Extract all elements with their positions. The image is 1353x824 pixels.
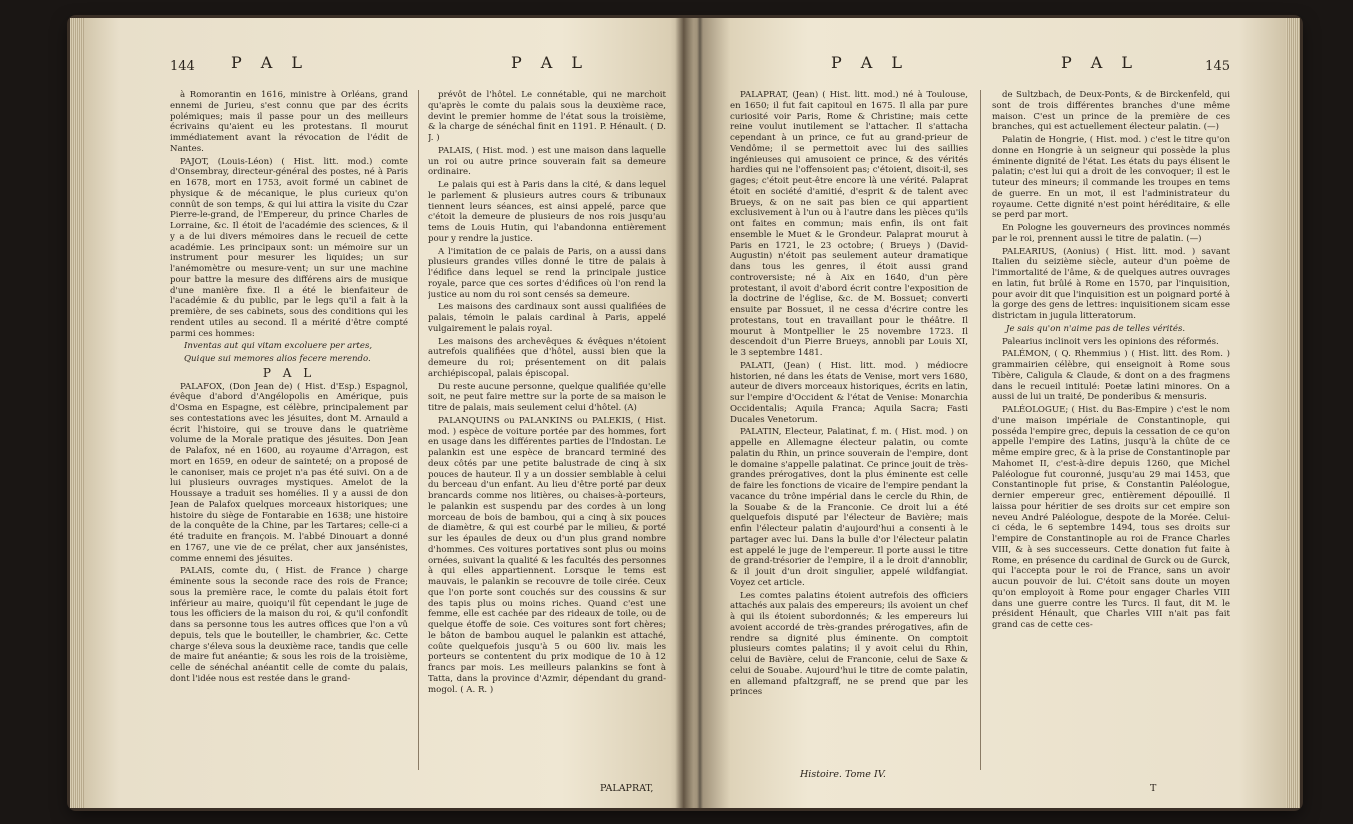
paragraph: Palatin de Hongrie, ( Hist. mod. ) c'est le titre qu'on donne en Hongrie à un seigneur qui possède la plus éminente dignité de l'état. Les états du pays élisent le palatin; c'est lui qui a droit de les convoquer; il est le tuteur des mineurs; il commande les troupes en tems de guerre. En un mot, il est l'administrateur du royaume. Cette dignité n'est point héréditaire, & elle se perd par mort. [992,135,1230,221]
left-page-edges [70,18,84,808]
paragraph: P A L [262,365,316,380]
catchword: T [1150,783,1157,794]
paragraph: Quique sui memores alios fecere merendo. [184,354,371,364]
paragraph: Les maisons des cardinaux sont aussi qualifiées de palais, témoin le palais cardinal à Paris, appelé vulgairement le palais royal. [428,302,666,334]
book-gutter [670,18,730,808]
paragraph: Les maisons des archevêques & évêques n'étoient autrefois qualifiées que d'hôtel, aussi bien que la demeure du roi; présentement on dit palais archiépiscopal, palais épiscopal. [428,336,666,379]
running-head-title: P A L [1060,53,1140,72]
paragraph: PALEARIUS, (Aonius) ( Hist. litt. mod. ) savant Italien du seizième siècle, auteur d'un poème de l'immortalité de l'âme, & de quelques autres ouvrages en latin, fut brûlé à Rome en 1570, par l'inquisition, pour avoir dit que l'inquisition est un poignard porté à la gorge des gens de lettres: inquisitionem sicam esse districtam in jugula litteratorum. [992,246,1230,321]
paragraph: PALATIN, Electeur, Palatinat, f. m. ( Hist. mod. ) on appelle en Allemagne électeur palatin, ou comte palatin du Rhin, un prince souverain de l'empire, dont le domaine s'appelle palatinat. Ce prince jouit de très-grandes prérogatives, dont la plus éminente est celle de faire les fonctions de vicaire de l'empire pendant la vacance du trône impérial dans le cercle du Rhin, de la Souabe & de la Franconie. Ce droit lui a été quelquefois disputé par l'électeur de Bavière; mais enfin l'électeur palatin d'aujourd'hui a consenti à le partager avec lui. Dans la bulle d'or l'électeur palatin est appelé le juge de l'empereur. Il porte aussi le titre de grand-trésorier de l'empire, il a le droit d'annoblir, & il jouit d'un droit singulier, appelé wildfangiat. Voyez cet article. [730,427,968,588]
paragraph: Inventas aut qui vitam excoluere per artes, [184,341,373,352]
paragraph: PALANQUINS ou PALANKINS ou PALEKIS, ( Hist. mod. ) espèce de voiture portée par des hommes, fort en usage dans les différentes parties de l'Indostan. Le palankin est une espèce de brancard terminé des deux côtés par une petite balustrade de cinq à six pouces de hauteur. Il y a un dossier semblable à celui du berceau d'un enfant. Au lieu d'être porté par deux brancards comme nos litières, ou chaises-à-porteurs, le palankin est suspendu par des cordes à un long morceau de bois de bambou, qui a cinq à six pouces de diamètre, & qui est courbé par le milieu, & porté sur les épaules de deux ou d'un plus grand nombre d'hommes. Ces voitures portatives sont plus ou moins ornées, suivant la qualité & les facultés des personnes à qui elles appartiennent. Lorsque le tems est mauvais, le palankin se recouvre de toile cirée. Ceux que l'on porte sont couchés sur des coussins & sur des tapis plus ou moins riches. Quand c'est une femme, elle est cachée par des rideaux de toile, ou de quelque étoffe de soie. Ces voitures sont fort chères; le bâton de bambou auquel le palankin est attaché, coûte quelquefois jusqu'à 5 ou 600 liv. mais les porteurs se contentent du prix modique de 10 à 12 francs par mois. Les meilleurs palankins se font à Tatta, dans la province d'Azmir, dépendant du grand-mogol. ( A. R. ) [428,415,666,695]
column-rule [418,90,419,770]
running-head-title: P A L [830,53,910,72]
right-page-edges [1286,18,1300,808]
paragraph: PALAIS, comte du, ( Hist. de France ) charge éminente sous la seconde race des rois de France; sous la première race, le comte du palais étoit fort inférieur au maire, quoiqu'il fût cependant le juge de tous les officiers de la maison du roi, & qu'il confondît dans sa personne tous les autres offices que l'on a vû depuis, tels que le bouteiller, le chambrier, &c. Cette charge s'éleva sous la deuxième race, tandis que celle de maire fut anéantie; & sous les rois de la troisième, celle de sénéchal anéantit celle de comte du palais, dont l'idée nous est restée dans le grand- [170,566,408,684]
paragraph: PALAFOX, (Don Jean de) ( Hist. d'Esp.) Espagnol, évêque d'abord d'Angélopolis en Amérique, puis d'Osma en Espagne, est célèbre, principalement par ses contestations avec les jésuites, dont M. Arnauld a écrit l'histoire, qui se trouve dans le quatrième volume de la Morale pratique des jésuites. Don Jean de Palafox, né en 1600, au royaume d'Arragon, est mort en 1659, en odeur de sainteté; on a proposé de le canoniser, mais ce projet n'a pas été suivi. On a de lui plusieurs ouvrages mystiques. Amelot de la Houssaye a traduit ses homélies. Il y a aussi de don Jean de Palafox quelques morceaux historiques; une histoire du siège de Fontarabie en 1638; une histoire de la conquête de la Chine, par les Tartares; celle-ci a été traduite en françois. M. l'abbé Dinouart a donné en 1767, une vie de ce prélat, cher aux jansénistes, comme ennemi des jésuites. [170,381,408,564]
running-head-title: P A L [230,53,310,72]
paragraph: PALATI, (Jean) ( Hist. litt. mod. ) médiocre historien, né dans les états de Venise, mort vers 1680, auteur de divers morceaux historiques, écrits en latin, sur l'empire d'Occident & l'état de Venise: Monarchia Occidentalis; Aquila Franca; Aquila Sacra; Fasti Ducales Venetorum. [730,360,968,425]
paragraph: PALAPRAT, (Jean) ( Hist. litt. mod.) né à Toulouse, en 1650; il fut fait capitoul en 1675. Il alla par pure curiosité voir Paris, Rome & Christine; mais cette reine voulut inutilement se l'attacher. Il s'attacha cependant à un prince, ce fut au grand-prieur de Vendôme; il se permettoit avec lui des saillies ingénieuses qui amusoient ce prince, & des vérités hardies qui ne l'offensoient pas; c'étoient, disoit-il, ses gages; c'étoit peut-être encore là une vérité. Palaprat étoit en société d'amitié, d'esprit & de talent avec Brueys, & on ne sait pas bien ce qui appartient exclusivement à l'un ou à l'autre dans les pièces qu'ils ont faites en commun; mais enfin, ils ont fait ensemble le Muet & le Grondeur. Palaprat mourut à Paris en 1721, le 23 octobre; ( Brueys ) (David-Augustin) n'étoit pas seulement auteur dramatique dans tous les genres, il étoit aussi grand controversiste; né à Aix en 1640, d'un père protestant, il avoit d'abord écrit contre l'exposition de la doctrine de l'église, &c. de M. Bossuet; converti ensuite par Bossuet, il ne cessa d'écrire contre les protestans, tout en travaillant pour le théâtre. Il mourut à Montpellier le 25 novembre 1723. Il descendoit d'un Pierre Brueys, annobli par Louis XI, le 3 septembre 1481. [730,90,968,358]
paragraph: à Romorantin en 1616, ministre à Orléans, grand ennemi de Jurieu, s'est connu que par des écrits polémiques; mais il passe pour un des meilleurs écrivains qu'aient eu les protestans. Il mourut immédiatement avant la révocation de l'édit de Nantes. [170,90,408,154]
open-book [70,18,1300,808]
paragraph: de Sultzbach, de Deux-Ponts, & de Birckenfeld, qui sont de trois différentes branches d'une même maison. C'est un prince de la première de ces branches, qui est actuellement électeur palatin. (—) [992,90,1230,133]
catchword: PALAPRAT, [600,783,654,794]
signature-mark: Histoire. Tome IV. [800,769,886,780]
text-column-right [992,90,1230,780]
paragraph: A l'imitation de ce palais de Paris, on a aussi dans plusieurs grandes villes donné le titre de palais à l'édifice dans lequel se rend la principale justice royale, parce que ces sortes d'édifices où l'on rend la justice au nom du roi sont censés sa demeure. [428,246,666,300]
right-running-head [730,53,1240,84]
column-rule [980,90,981,770]
paragraph: PALÉMON, ( Q. Rhemmius ) ( Hist. litt. des Rom. ) grammairien célèbre, qui enseignoit à Rome sous Tibère, Caligula & Claude, & dont on a des fragmens dans le recueil intitulé: Poetæ latini minores. On a aussi de lui un traité, De ponderibus & mensuris. [992,349,1230,403]
paragraph: PAJOT, (Louis-Léon) ( Hist. litt. mod.) comte d'Onsembray, directeur-général des postes, né à Paris en 1678, mort en 1753, avoit formé un cabinet de physique & de mécanique, le plus curieux qu'on connût de son temps, & qui lui attira la visite du Czar Pierre-le-grand, de l'Empereur, du prince Charles de Lorraine, &c. Il étoit de l'académie des sciences, & il y a de lui divers mémoires dans le recueil de cette académie. Les principaux sont: un mémoire sur un instrument pour mesurer les liquides; un sur l'anémomètre ou mesure-vent; un sur une machine pour battre la mesure des différens airs de musique d'une manière fixe. Il a été le bienfaiteur de l'académie & du public, par le legs qu'il a fait à la première, de ses cabinets, sous des conditions qui les rendent utiles au second. Il a mérité d'être compté parmi ces hommes: [170,156,408,339]
paragraph: En Pologne les gouverneurs des provinces nommés par le roi, prennent aussi le titre de palatin. (—) [992,223,1230,244]
text-column-left [730,90,968,766]
left-running-head [170,53,670,84]
running-head-title: P A L [510,53,590,72]
paragraph: Palearius inclinoit vers les opinions des réformés. [1002,336,1219,347]
paragraph: Du reste aucune personne, quelque qualifiée qu'elle soit, ne peut faire mettre sur la porte de sa maison le titre de palais, mais seulement celui d'hôtel. (A) [428,381,666,413]
page-number: 145 [1205,59,1230,74]
paragraph: prévôt de l'hôtel. Le connétable, qui ne marchoit qu'après le comte du palais sous la deuxième race, devint le premier homme de l'état sous la troisième, & la charge de sénéchal finit en 1191. P. Hénault. ( D. J. ) [428,90,666,143]
paragraph: Le palais qui est à Paris dans la cité, & dans lequel le parlement & plusieurs autres cours & tribunaux tiennent leurs séances, est ainsi appelé, parce que c'étoit la demeure de plusieurs de nos rois jusqu'au tems de Louis Hutin, qui l'abandonna entièrement pour y rendre la justice. [428,180,666,244]
paragraph: Les comtes palatins étoient autrefois des officiers attachés aux palais des empereurs; ils avoient un chef à qui ils étoient subordonnés; & les empereurs lui avoient accordé de très-grandes prérogatives, afin de rendre sa dignité plus éminente. On comptoit plusieurs comtes palatins; il y avoit celui du Rhin, celui de Bavière, celui de Franconie, celui de Saxe & celui de Souabe. Aujourd'hui le titre de comte palatin, en allemand pfaltzgraff, ne se prend que par les princes [730,590,968,698]
right-page [730,18,1240,808]
paragraph: PALAIS, ( Hist. mod. ) est une maison dans laquelle un roi ou autre prince souverain fait sa demeure ordinaire. [428,145,666,178]
left-page [170,18,670,808]
paragraph: Je sais qu'on n'aime pas de telles vérités. [1006,323,1186,334]
text-column-right [428,90,666,780]
text-column-left [170,90,408,780]
paragraph: PALÉOLOGUE; ( Hist. du Bas-Empire ) c'est le nom d'une maison impériale de Constantinople, qui posséda l'empire grec, depuis la cessation de ce qu'on appelle l'empire des Latins, jusqu'à la chûte de ce même empire grec, & à la prise de Constantinople par Mahomet II, c'est-à-dire depuis 1260, que Michel Paléologue fut couronné, jusqu'au 29 mai 1453, que Constantinople fut prise, & Constantin Paléologue, dernier empereur grec, entièrement dépouillé. Il laissa pour héritier de ses droits sur cet empire son neveu André Paléologue, despote de la Morée. Celui-ci céda, le 6 septembre 1494, tous ses droits sur l'empire de Constantinople au roi de France Charles VIII, & à ses successeurs. Cette donation fut faite à Rome, en présence du cardinal de Gurck ou de Gurck, qui l'accepta pour le roi de France, sans un avoir aucun pouvoir de lui. C'étoit sans doute un moyen qu'on employoit à Rome pour engager Charles VIII dans une guerre contre les Turcs. Il faut, dit M. le président Hénault, que Charles VIII n'ait pas fait grand cas de cette ces- [992,405,1230,630]
page-number: 144 [170,59,195,74]
